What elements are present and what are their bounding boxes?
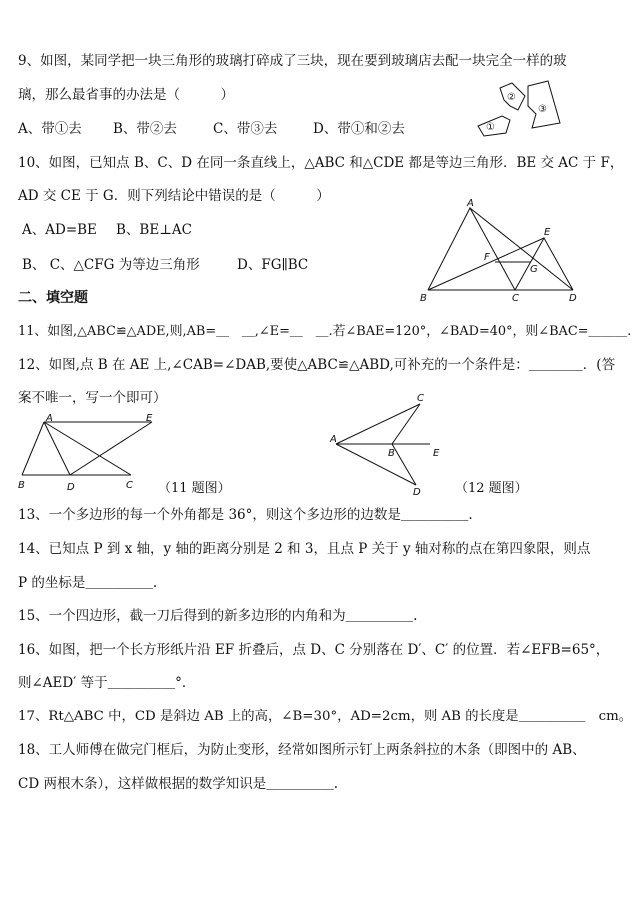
q14-line2: P 的坐标是＿＿＿＿＿.	[18, 575, 158, 591]
q10-option-d: D、FG∥BC	[237, 257, 309, 273]
q11-label-e: E	[146, 413, 153, 424]
q11-label-d: D	[67, 482, 75, 493]
q13-text: 13、一个多边形的每一个外角都是 36°，则这个多边形的边数是＿＿＿＿＿.	[18, 507, 473, 523]
q9-option-d: D、带①和②去	[313, 121, 405, 137]
q12-caption: （12 题图）	[455, 481, 528, 496]
q12-figure	[330, 392, 450, 497]
q9-line1: 9、如图，某同学把一块三角形的玻璃打碎成了三块，现在要到玻璃店去配一块完全一样的玻	[18, 53, 567, 69]
q10-label-f: F	[484, 252, 490, 263]
q9-broken-glass-figure	[470, 78, 570, 148]
q10-label-g: G	[530, 264, 538, 275]
q17-text: 17、Rt△ABC 中，CD 是斜边 AB 上的高，∠B=30°，AD=2cm，则 AB 的长度是＿＿＿＿＿ cm。	[18, 709, 633, 724]
q10-triangles-figure	[418, 200, 583, 305]
q10-label-a: A	[467, 198, 474, 209]
glass-label-1: ①	[486, 122, 495, 133]
q9-line2: 璃，那么最省事的办法是（ ）	[18, 87, 234, 103]
glass-label-2: ②	[507, 92, 516, 103]
q9-option-a: A、带①去	[18, 121, 82, 137]
q10-option-c: B、 C、△CFG 为等边三角形	[22, 257, 200, 273]
q11-label-b: B	[18, 480, 25, 491]
q12-label-d: D	[413, 487, 421, 498]
q11-figure	[18, 412, 168, 492]
glass-label-3: ③	[538, 104, 547, 115]
q10-line1: 10、如图，已知点 B、C、D 在同一条直线上，△ABC 和△CDE 都是等边三角形．BE 交 AC 于 F，	[18, 155, 624, 171]
q10-label-c: C	[512, 293, 519, 304]
q11-caption: （11 题图）	[158, 481, 231, 496]
q10-line2: AD 交 CE 于 G．则下列结论中错误的是（ ）	[18, 188, 330, 204]
q10-label-e: E	[544, 227, 551, 238]
q11-label-a: A	[46, 413, 53, 424]
q15-text: 15、一个四边形，截一刀后得到的新多边形的内角和为＿＿＿＿＿.	[18, 608, 418, 624]
q9-option-c: C、带③去	[213, 121, 278, 137]
q12-label-e: E	[433, 448, 440, 459]
q10-label-b: B	[420, 293, 427, 304]
q10-label-d: D	[569, 293, 577, 304]
q12-line2: 案不唯一，写一个即可）	[18, 390, 167, 406]
q18-line2: CD 两根木条），这样做根据的数学知识是＿＿＿＿＿.	[18, 776, 338, 792]
q12-label-a: A	[330, 434, 337, 445]
q11-text: 11、如图,△ABC≌△ADE,则,AB=＿ ＿,∠E=＿ ＿.若∠BAE=120°，∠BAD=40°，则∠BAC=＿＿＿.	[18, 324, 632, 339]
q12-label-b: B	[388, 448, 395, 459]
q10-option-b: B、BE⊥AC	[116, 222, 192, 238]
q9-option-b: B、带②去	[113, 121, 177, 137]
q16-line1: 16、如图，把一个长方形纸片沿 EF 折叠后，点 D、C 分别落在 D′、C′ 的位置．若∠EFB=65°，	[18, 642, 610, 658]
q12-line1: 12、如图,点 B 在 AE 上,∠CAB=∠DAB,要使△ABC≌△ABD,可补充的一个条件是：＿＿＿＿．(答	[18, 357, 616, 373]
q18-line1: 18、工人师傅在做完门框后，为防止变形，经常如图所示钉上两条斜拉的木条（即图中的 AB、	[18, 742, 586, 758]
q10-option-a: A、AD=BE	[22, 222, 97, 238]
section-title-fill-in: 二、填空题	[18, 290, 88, 306]
q11-label-c: C	[126, 480, 133, 491]
q16-line2: 则∠AED′ 等于＿＿＿＿＿°．	[18, 675, 196, 691]
q12-label-c: C	[417, 393, 424, 404]
q14-line1: 14、已知点 P 到 x 轴，y 轴的距离分别是 2 和 3，且点 P 关于 y 轴对称的点在第四象限，则点	[18, 541, 591, 557]
